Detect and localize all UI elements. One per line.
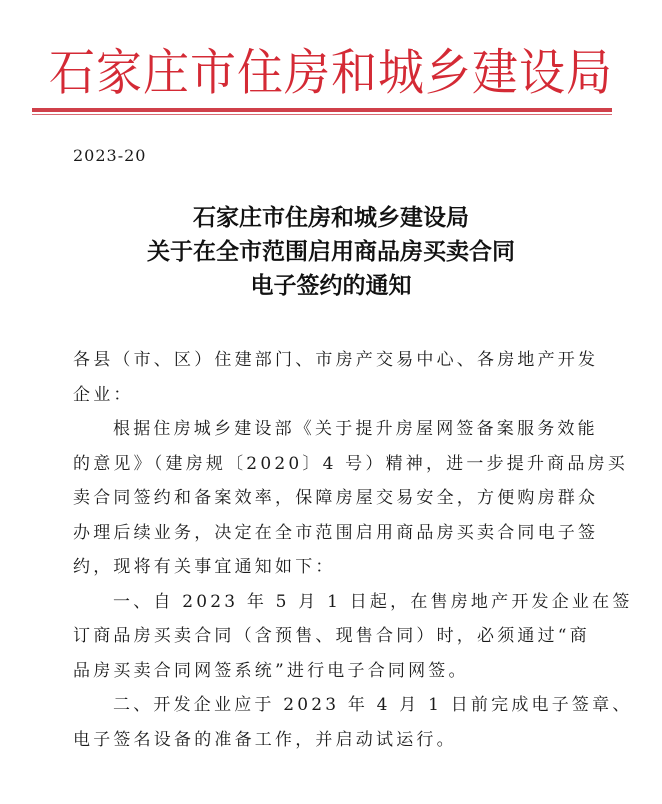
paragraph-line: 约，现将有关事宜通知如下： <box>73 557 336 577</box>
item-1-line: 一、自 2023 年 5 月 1 日起，在售房地产开发企业在签 <box>113 591 633 612</box>
paragraph-line: 的意见》（建房规〔2020〕4 号）精神，进一步提升商品房买 <box>73 453 628 474</box>
paragraph-line: 办理后续业务，决定在全市范围启用商品房买卖合同电子签 <box>73 522 599 543</box>
letterhead-divider-thin <box>32 114 612 115</box>
title-line-2: 关于在全市范围启用商品房买卖合同 <box>147 238 515 265</box>
item-1-line: 品房买卖合同网签系统”进行电子合同网签。 <box>73 660 469 681</box>
document-body <box>73 343 633 757</box>
document-number: 2023-20 <box>73 146 147 165</box>
paragraph-line: 卖合同签约和备案效率，保障房屋交易安全，方便购房群众 <box>73 488 599 508</box>
title-line-3: 电子签约的通知 <box>250 272 412 299</box>
addressee-line-1: 各县（市、区）住建部门、市房产交易中心、各房地产开发 <box>73 350 599 370</box>
addressee-line-2: 企业： <box>73 384 134 405</box>
item-2-line: 二、开发企业应于 2023 年 4 月 1 日前完成电子签章、 <box>113 695 633 715</box>
document-title <box>0 201 662 303</box>
item-1-line: 订商品房买卖合同（含预售、现售合同）时，必须通过“商 <box>73 626 590 646</box>
paragraph-line: 根据住房城乡建设部《关于提升房屋网签备案服务效能 <box>113 419 598 439</box>
letterhead-divider-thick <box>32 108 612 112</box>
title-line-1: 石家庄市住房和城乡建设局 <box>193 204 469 231</box>
letterhead-org-name: 石家庄市住房和城乡建设局 <box>49 43 613 102</box>
item-2-line: 电子签名设备的准备工作，并启动试运行。 <box>73 729 457 750</box>
